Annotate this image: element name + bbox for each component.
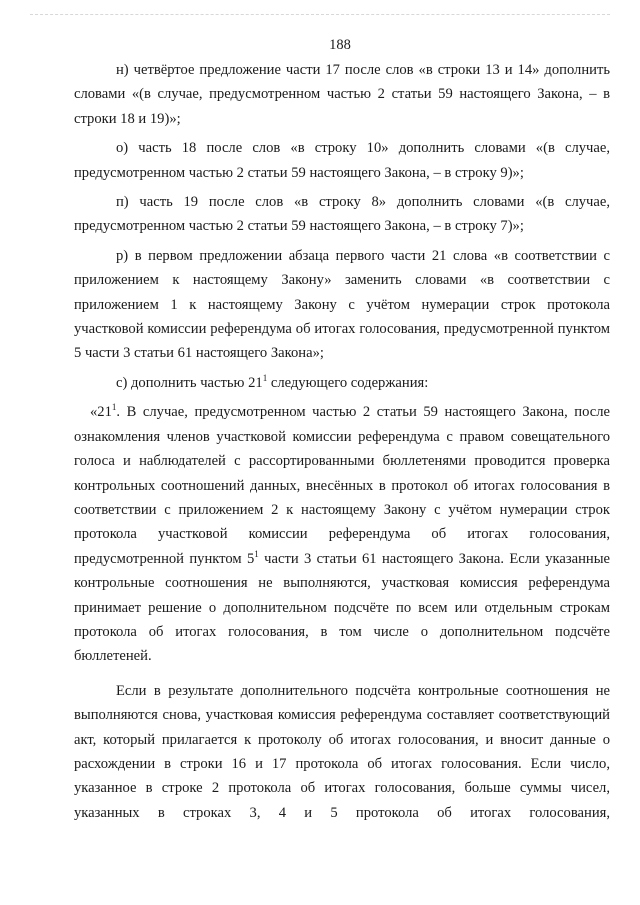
paragraph-item-p: п) часть 19 после слов «в строку 8» дополнить словами «(в случае, предусмотренном частью 2 статьи 59 настоящего Закона, – в строку 7)»;	[74, 194, 610, 235]
document-body	[74, 58, 610, 825]
quote-text-a: . В случае, предусмотренном частью 2 статьи 59 настоящего Закона, после ознакомления членов участковой комиссии референдума с правом совещательного голоса и наблюдателей с рассортированными бюллетенями проводится проверка контрольных соотношений данных, внесённых в протокол об итогах голосования в соответствии с приложением 2 к настоящему Закону с учётом нумерации строк протокола участковой комиссии референдума об итогах голосования, предусмотренной пунктом 5	[74, 404, 610, 567]
paragraph-item-r: р) в первом предложении абзаца первого части 21 слова «в соответствии с приложением к настоящему Закону» заменить словами «в соответствии с приложением 1 к настоящему Закону с учётом нумерации строк протокола участковой комиссии референдума об итогах голосования, предусмотренной пунктом 5 части 3 статьи 61 настоящего Закона»;	[74, 247, 610, 362]
paragraph-item-s	[74, 371, 610, 395]
paragraph-item-n: н) четвёртое предложение части 17 после слов «в строки 13 и 14» дополнить словами «(в случае, предусмотренном частью 2 статьи 59 настоящего Закона, – в строки 18 и 19)»;	[74, 62, 610, 127]
quote-superscript-2: 1	[254, 548, 259, 559]
paragraph-s-text-after: следующего содержания:	[267, 374, 429, 391]
quote-open: «21	[90, 404, 112, 421]
quote-text-b: части 3 статьи 61 настоящего Закона. Если указанные контрольные соотношения не выполняются, участковая комиссия референдума принимает решение о дополнительном подсчёте по всем или отдельным строкам протокола об итогах голосования, в том числе о дополнительном подсчёте бюллетеней.	[74, 550, 611, 665]
paragraph-s-text-before: с) дополнить частью 21	[116, 374, 263, 391]
paragraph-final: Если в результате дополнительного подсчёта контрольные соотношения не выполняются снова, участковая комиссия референдума составляет соответствующий акт, который прилагается к протоколу об итогах голосования, и вносит данные о расхождении в строки 16 и 17 протокола об итогах голосования. Если число, указанное в строке 2 протокола об итогах голосования, больше суммы чисел, указанных в строках 3, 4 и 5 протокола об итогах голосования,	[74, 682, 610, 821]
page-number: 188	[329, 37, 351, 53]
scan-edge-artifact	[30, 14, 610, 16]
paragraph-quoted-article	[74, 400, 610, 668]
paragraph-s-superscript: 1	[262, 372, 268, 383]
quote-superscript: 1	[111, 402, 117, 413]
paragraph-item-o: о) часть 18 после слов «в строку 10» дополнить словами «(в случае, предусмотренном частью 2 статьи 59 настоящего Закона, – в строку 9)»;	[74, 140, 610, 181]
